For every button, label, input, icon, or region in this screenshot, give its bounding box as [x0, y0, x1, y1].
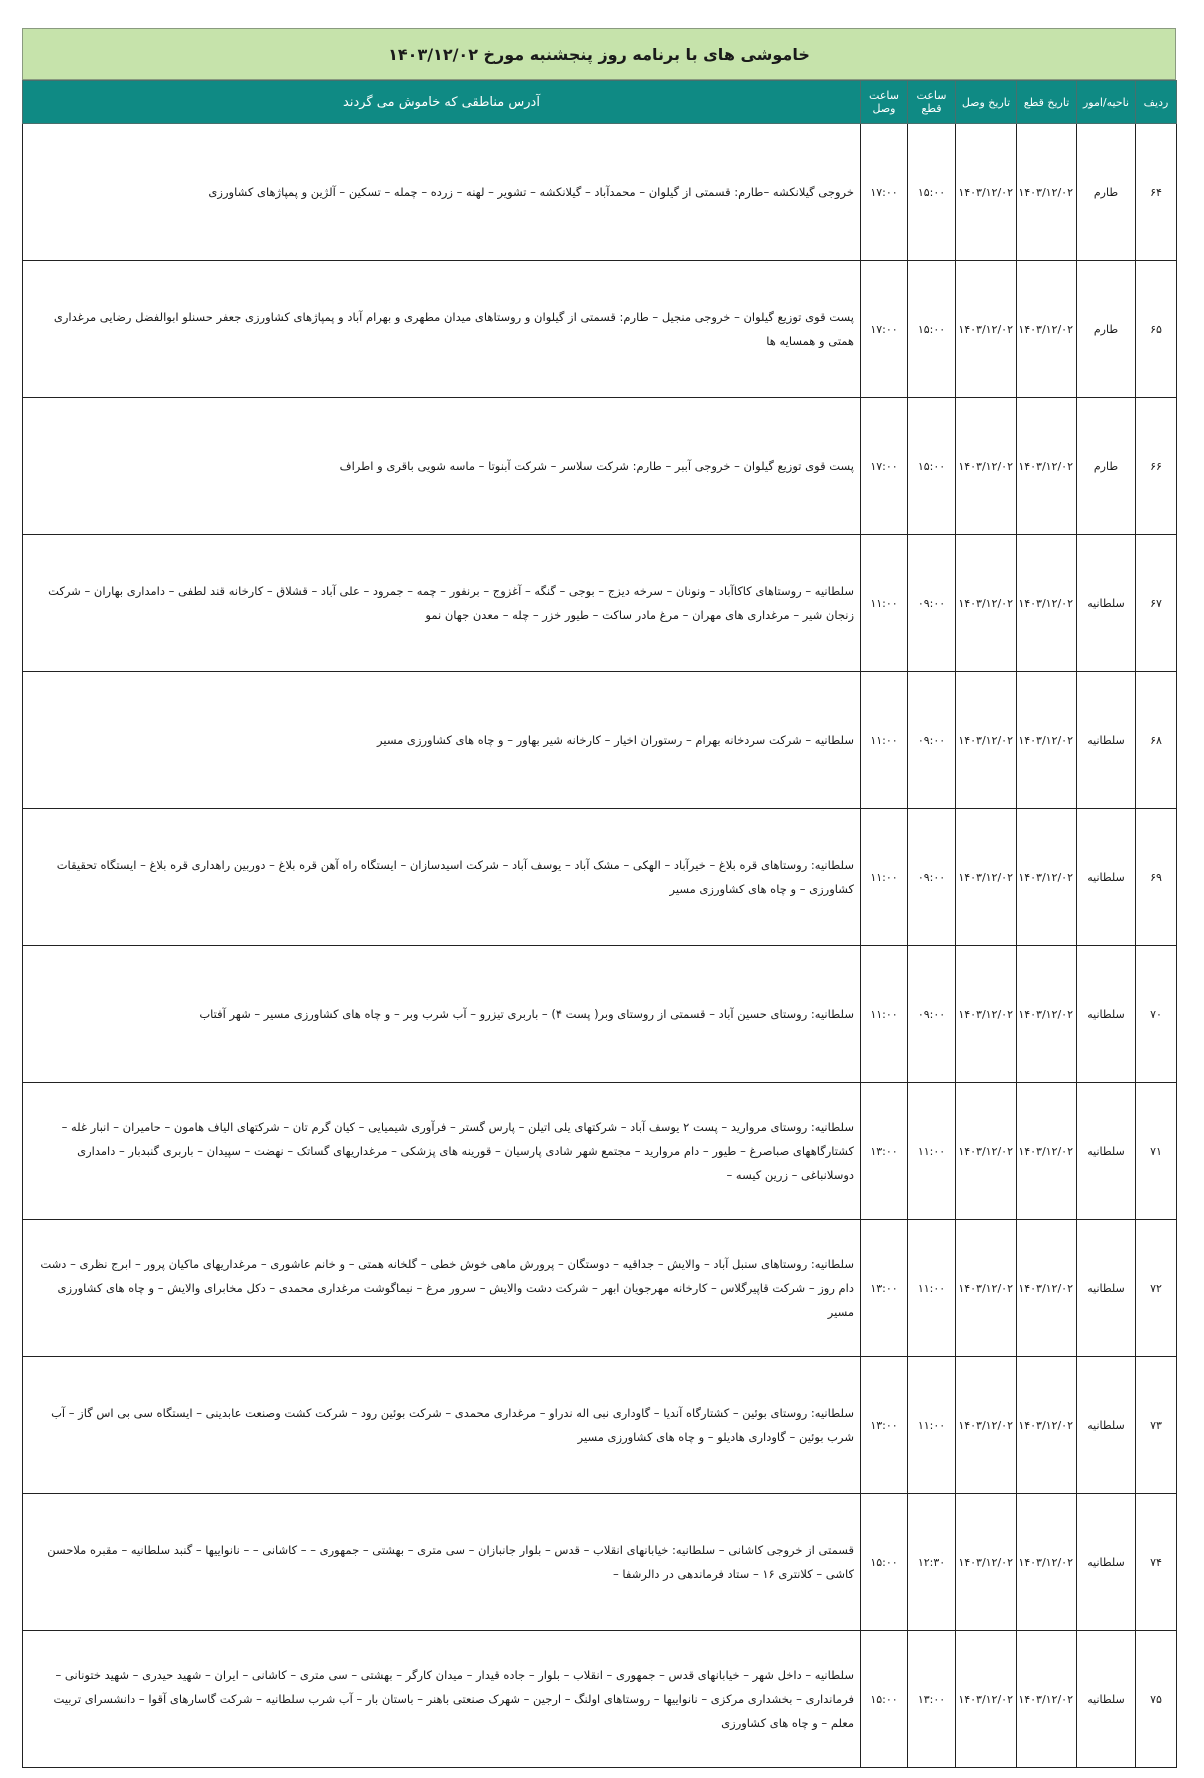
row-district: سلطانیه	[1077, 1357, 1136, 1494]
row-district: سلطانیه	[1077, 1631, 1136, 1768]
row-district: سلطانیه	[1077, 809, 1136, 946]
row-district: سلطانیه	[1077, 535, 1136, 672]
row-connect-time: ۱۱:۰۰	[861, 535, 908, 672]
header-row-no: ردیف	[1136, 81, 1177, 124]
row-address: سلطانیه – شرکت سردخانه بهرام – رستوران اخیار – کارخانه شیر بهاور – و چاه های کشاورزی مسیر	[23, 672, 861, 809]
row-connect-time: ۱۷:۰۰	[861, 261, 908, 398]
row-cut-date: ۱۴۰۳/۱۲/۰۲	[1017, 535, 1077, 672]
row-connect-date: ۱۴۰۳/۱۲/۰۲	[956, 1494, 1017, 1631]
row-district: طارم	[1077, 398, 1136, 535]
row-address: پست قوی توزیع گیلوان – خروجی منجیل – طارم: قسمتی از گیلوان و روستاهای میدان مطهری و بهرام آباد و پمپاژهای کشاورزی جعفر حسنلو ابوالفضل رضایی مرغداری همتی و همسایه ها	[23, 261, 861, 398]
row-connect-time: ۱۱:۰۰	[861, 672, 908, 809]
table-row	[23, 535, 1177, 672]
row-number: ۷۰	[1136, 946, 1177, 1083]
row-address: سلطانیه – داخل شهر – خیابانهای قدس – جمهوری – انقلاب – بلوار – جاده قیدار – میدان کارگر – بهشتی – سی متری – کاشانی – ایران – شهید حیدری – شهید ختونانی – فرمانداری – بخشداری مرکزی – نانواییها – روستاهای اولنگ – ارجین – شهرک صنعتی باهنر – باستان بار – آب شرب سلطانیه – شرکت گاسارهای آقوا – دانشسرای تربیت معلم – و چاه های کشاورزی	[23, 1631, 861, 1768]
row-address: سلطانیه – روستاهای کاکاآباد – ونونان – سرخه دیزج – بوجی – گنگه – آغزوج – برنفور – چمه – جمرود – علی آباد – قشلاق – کارخانه قند لطفی – دامداری بهاران – شرکت زنجان شیر – مرغداری های مهران – مرغ مادر ساکت – طیور خزر – چله – معدن جهان نمو	[23, 535, 861, 672]
row-connect-time: ۱۳:۰۰	[861, 1083, 908, 1220]
row-address: قسمتی از خروجی کاشانی – سلطانیه: خیابانهای انقلاب – قدس – بلوار جانبازان – سی متری – بهشتی – جمهوری – – کاشانی – – نانواییها – گنبد سلطانیه – مقبره ملاحسن کاشی – کلانتری ۱۶ – ستاد فرماندهی در دالرشفا –	[23, 1494, 861, 1631]
row-district: طارم	[1077, 261, 1136, 398]
row-number: ۶۸	[1136, 672, 1177, 809]
row-district: سلطانیه	[1077, 1220, 1136, 1357]
header-connect-time-line1: ساعت	[869, 89, 899, 102]
table-row	[23, 1083, 1177, 1220]
row-number: ۶۴	[1136, 124, 1177, 261]
schedule-sheet	[22, 28, 1176, 1768]
row-cut-time: ۰۹:۰۰	[908, 809, 956, 946]
table-row	[23, 946, 1177, 1083]
row-number: ۷۵	[1136, 1631, 1177, 1768]
header-cut-time-line1: ساعت	[916, 89, 947, 102]
table-row	[23, 124, 1177, 261]
row-connect-time: ۱۷:۰۰	[861, 124, 908, 261]
row-connect-date: ۱۴۰۳/۱۲/۰۲	[956, 1357, 1017, 1494]
row-number: ۶۶	[1136, 398, 1177, 535]
row-district: سلطانیه	[1077, 946, 1136, 1083]
table-row	[23, 398, 1177, 535]
row-address: سلطانیه: روستای بوئین – کشتارگاه آندیا – گاوداری نبی اله ندراو – مرغداری محمدی – شرکت بوئین رود – شرکت کشت وصنعت عابدینی – ایستگاه سی بی اس گاز – آب شرب بوئین – گاوداری هادیلو – و چاه های کشاورزی مسیر	[23, 1357, 861, 1494]
row-cut-time: ۱۱:۰۰	[908, 1357, 956, 1494]
row-cut-time: ۱۵:۰۰	[908, 398, 956, 535]
table-row	[23, 1494, 1177, 1631]
header-address: آدرس مناطقی که خاموش می گردند	[23, 81, 861, 124]
row-address: خروجی گیلانکشه –طارم: قسمتی از گیلوان – محمدآباد – گیلانکشه – تشویر – لهنه – زرده – چمله – تسکین – آلژین و پمپاژهای کشاورزی	[23, 124, 861, 261]
row-connect-time: ۱۵:۰۰	[861, 1631, 908, 1768]
header-cut-time-line2: قطع	[921, 102, 942, 115]
row-district: طارم	[1077, 124, 1136, 261]
row-number: ۷۳	[1136, 1357, 1177, 1494]
row-cut-time: ۱۲:۳۰	[908, 1494, 956, 1631]
row-cut-time: ۱۳:۰۰	[908, 1631, 956, 1768]
row-address: پست قوی توزیع گیلوان – خروجی آببر – طارم: شرکت سلاسر – شرکت آبنوتا – ماسه شویی باقری و اطراف	[23, 398, 861, 535]
row-connect-date: ۱۴۰۳/۱۲/۰۲	[956, 1083, 1017, 1220]
row-address: سلطانیه: روستاهای سنبل آباد – والایش – جداقیه – دوستگان – پرورش ماهی خوش خطی – گلخانه همتی – و خانم عاشوری – مرغداریهای ماکیان پرور – ابرج نظری – دشت دام روز – شرکت قاپیرگلاس – کارخانه مهرجویان ابهر – شرکت دشت والایش – سرور مرغ – نیماگوشت مرغداری محمدی – دکل مخابرای والایش – و چاه های کشاورزی مسیر	[23, 1220, 861, 1357]
row-connect-date: ۱۴۰۳/۱۲/۰۲	[956, 946, 1017, 1083]
table-row	[23, 1220, 1177, 1357]
row-district: سلطانیه	[1077, 672, 1136, 809]
row-connect-time: ۱۵:۰۰	[861, 1494, 908, 1631]
row-number: ۶۷	[1136, 535, 1177, 672]
row-cut-date: ۱۴۰۳/۱۲/۰۲	[1017, 1220, 1077, 1357]
row-district: سلطانیه	[1077, 1083, 1136, 1220]
row-district: سلطانیه	[1077, 1494, 1136, 1631]
header-cut-date: تاریخ قطع	[1017, 81, 1077, 124]
header-cut-time	[908, 81, 956, 124]
row-address: سلطانیه: روستاهای قره بلاغ – خیرآباد – الهکی – مشک آباد – یوسف آباد – شرکت اسیدسازان – ایستگاه راه آهن قره بلاغ – دوربین راهداری قره بلاغ – ایستگاه تحقیقات کشاورزی – و چاه های کشاورزی مسیر	[23, 809, 861, 946]
row-number: ۶۵	[1136, 261, 1177, 398]
row-connect-date: ۱۴۰۳/۱۲/۰۲	[956, 124, 1017, 261]
table-row	[23, 809, 1177, 946]
row-cut-date: ۱۴۰۳/۱۲/۰۲	[1017, 261, 1077, 398]
header-row	[23, 81, 1177, 124]
row-address: سلطانیه: روستای حسین آباد – قسمتی از روستای وبر( پست ۴) – باربری تیزرو – آب شرب وبر – و چاه های کشاورزی مسیر – شهر آفتاب	[23, 946, 861, 1083]
row-number: ۷۴	[1136, 1494, 1177, 1631]
table-row	[23, 261, 1177, 398]
row-connect-time: ۱۱:۰۰	[861, 809, 908, 946]
table-row	[23, 1357, 1177, 1494]
row-connect-date: ۱۴۰۳/۱۲/۰۲	[956, 535, 1017, 672]
row-connect-date: ۱۴۰۳/۱۲/۰۲	[956, 398, 1017, 535]
row-cut-date: ۱۴۰۳/۱۲/۰۲	[1017, 398, 1077, 535]
outage-table	[22, 80, 1177, 1768]
header-connect-time	[861, 81, 908, 124]
row-cut-date: ۱۴۰۳/۱۲/۰۲	[1017, 124, 1077, 261]
row-connect-time: ۱۳:۰۰	[861, 1357, 908, 1494]
page-title: خاموشی های با برنامه روز پنجشنبه مورخ ۱۴۰۳/۱۲/۰۲	[22, 28, 1176, 80]
row-connect-time: ۱۷:۰۰	[861, 398, 908, 535]
row-address: سلطانیه: روستای مروارید – پست ۲ یوسف آباد – شرکتهای یلی اتیلن – پارس گستر – فرآوری شیمیایی – کیان گرم تان – شرکتهای الیاف هامون – حامیران – انبار غله – کشتارگاههای صباصرغ – طیور – دام مروارید – مجتمع شهر شادی پارسیان – قورینه های پزشکی – مرغداریهای گساتک – نهضت – سپیدان – باربری گنبدبار – دامداری دوسلانباغی – زرین کیسه –	[23, 1083, 861, 1220]
row-connect-date: ۱۴۰۳/۱۲/۰۲	[956, 809, 1017, 946]
row-cut-time: ۱۵:۰۰	[908, 261, 956, 398]
row-cut-time: ۱۱:۰۰	[908, 1083, 956, 1220]
row-connect-time: ۱۱:۰۰	[861, 946, 908, 1083]
row-cut-date: ۱۴۰۳/۱۲/۰۲	[1017, 946, 1077, 1083]
row-connect-date: ۱۴۰۳/۱۲/۰۲	[956, 1220, 1017, 1357]
row-cut-date: ۱۴۰۳/۱۲/۰۲	[1017, 809, 1077, 946]
row-cut-time: ۱۱:۰۰	[908, 1220, 956, 1357]
row-number: ۷۱	[1136, 1083, 1177, 1220]
row-cut-time: ۰۹:۰۰	[908, 672, 956, 809]
row-cut-date: ۱۴۰۳/۱۲/۰۲	[1017, 1631, 1077, 1768]
row-cut-time: ۱۵:۰۰	[908, 124, 956, 261]
row-number: ۷۲	[1136, 1220, 1177, 1357]
row-connect-date: ۱۴۰۳/۱۲/۰۲	[956, 1631, 1017, 1768]
header-district: ناحیه/امور	[1077, 81, 1136, 124]
row-connect-date: ۱۴۰۳/۱۲/۰۲	[956, 672, 1017, 809]
row-cut-time: ۰۹:۰۰	[908, 946, 956, 1083]
row-cut-date: ۱۴۰۳/۱۲/۰۲	[1017, 1494, 1077, 1631]
row-cut-date: ۱۴۰۳/۱۲/۰۲	[1017, 1083, 1077, 1220]
row-connect-date: ۱۴۰۳/۱۲/۰۲	[956, 261, 1017, 398]
header-connect-date: تاریخ وصل	[956, 81, 1017, 124]
header-connect-time-line2: وصل	[872, 102, 896, 115]
row-number: ۶۹	[1136, 809, 1177, 946]
table-row	[23, 672, 1177, 809]
row-cut-date: ۱۴۰۳/۱۲/۰۲	[1017, 1357, 1077, 1494]
row-cut-date: ۱۴۰۳/۱۲/۰۲	[1017, 672, 1077, 809]
row-cut-time: ۰۹:۰۰	[908, 535, 956, 672]
row-connect-time: ۱۳:۰۰	[861, 1220, 908, 1357]
table-row	[23, 1631, 1177, 1768]
